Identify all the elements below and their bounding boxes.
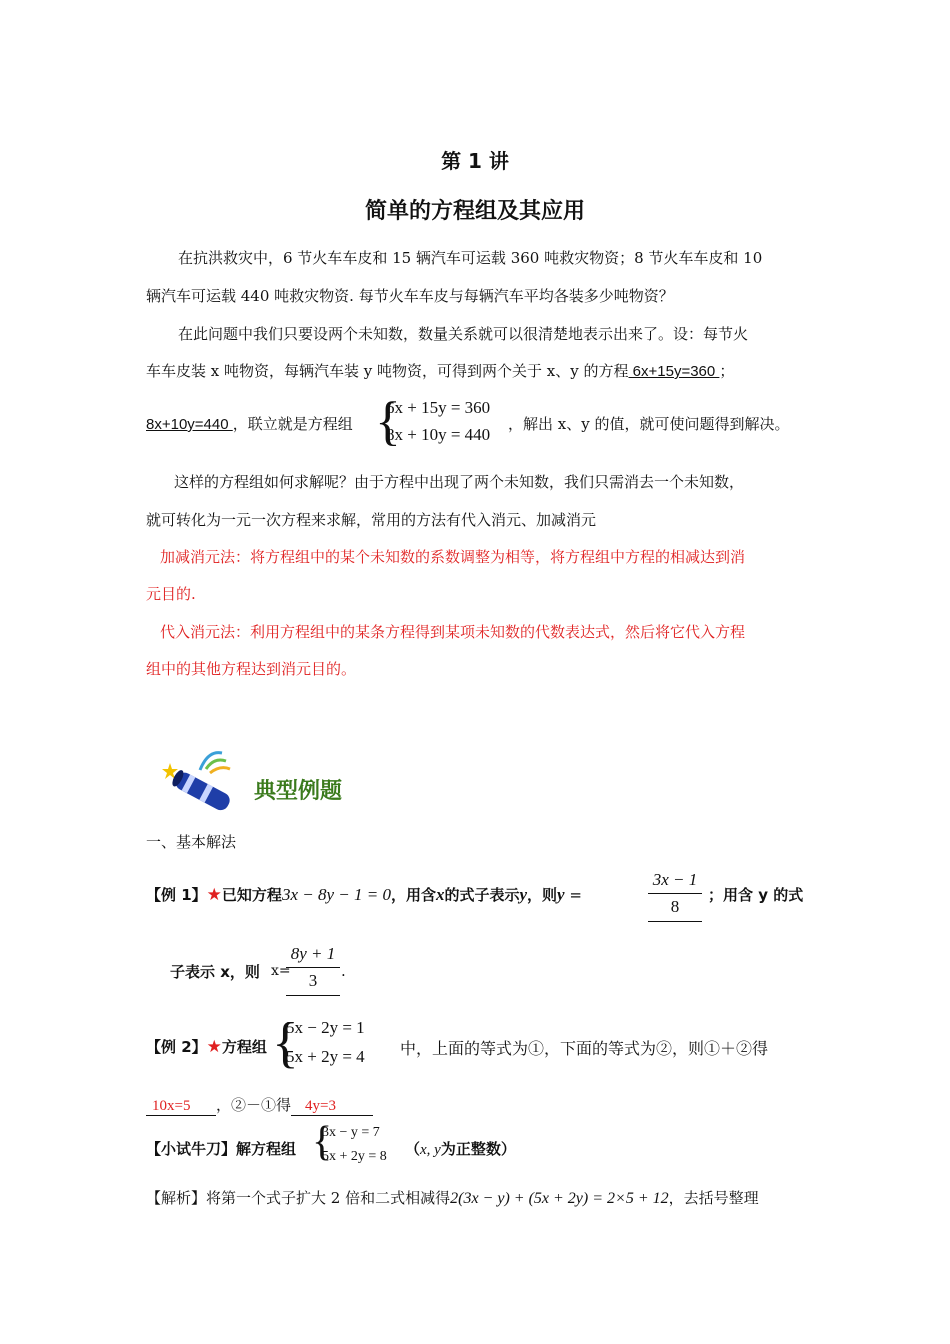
period: . bbox=[341, 962, 346, 980]
star-icon: ★ bbox=[206, 885, 222, 905]
try-text-b: （ bbox=[405, 1140, 421, 1158]
example-2-row-1: 5x − 2y = 1 bbox=[286, 1018, 365, 1037]
intro-line-6: 这样的方程组如何求解呢？由于方程中出现了两个未知数，我们只需消去一个未知数， bbox=[174, 473, 745, 491]
analysis-equation: 2(3x − y) + (5x + 2y) = 2×5 + 12 bbox=[450, 1190, 669, 1207]
fraction-1-denominator: 8 bbox=[670, 897, 680, 916]
system-brace-icon: { bbox=[375, 391, 401, 451]
example-2-answer-1: 10x=5 bbox=[146, 1098, 216, 1116]
page-title: 简单的方程组及其应用 bbox=[364, 199, 585, 224]
example-1-text-c: 的式子表示 bbox=[444, 886, 520, 904]
fraction-2-bar bbox=[286, 967, 340, 968]
example-1-text-b: ，用含 bbox=[390, 886, 436, 904]
fraction-1-numerator: 3x − 1 bbox=[652, 870, 698, 889]
intro-line-4-text: 车车皮装 x 吨物资，每辆汽车装 y 吨物资，可得到两个关于 x、y 的方程 bbox=[146, 362, 629, 380]
example-1-text-a: 已知方程 bbox=[221, 886, 282, 904]
intro-line-4 bbox=[146, 360, 734, 381]
try-line bbox=[146, 1138, 296, 1159]
intro-line-5 bbox=[146, 413, 353, 434]
separator: ； bbox=[719, 362, 735, 380]
intro-line-3: 在此问题中我们只要设两个未知数，数量关系就可以很清楚地表示出来了。设：每节火 bbox=[178, 325, 749, 343]
analysis-text-b: ，去括号整理 bbox=[668, 1189, 759, 1207]
try-text-a: 解方程组 bbox=[236, 1140, 297, 1158]
answer-underline-1 bbox=[648, 921, 702, 922]
analysis-text-a: 将第一个式子扩大 2 倍和二式相减得 bbox=[206, 1189, 451, 1207]
intro-line-5-end: ，解出 x、y 的值，就可使问题得到解决。 bbox=[508, 415, 790, 433]
system-brace-icon: { bbox=[312, 1119, 333, 1165]
intro-line-7: 就可转化为一元一次方程来求解，常用的方法有代入消元、加减消元 bbox=[146, 511, 597, 529]
equals-sign: = bbox=[564, 886, 582, 904]
example-2-text-c: ，②－①得 bbox=[216, 1096, 292, 1114]
method-elimination-2: 元目的. bbox=[146, 585, 196, 603]
try-vars: x, y bbox=[420, 1142, 441, 1158]
example-1-equation: 3x − 8y − 1 = 0 bbox=[281, 885, 391, 904]
system-row-2: 8x + 10y = 440 bbox=[386, 425, 491, 444]
example-1-text-f: 子表示 x，则 bbox=[170, 963, 260, 981]
intro-line-2: 辆汽车可运载 440 吨救灾物资. 每节火车车皮与每辆汽车平均各装多少吨物资？ bbox=[146, 287, 674, 305]
answer-fraction-1 bbox=[648, 870, 702, 917]
system-brace-icon: { bbox=[272, 1012, 299, 1074]
fraction-1-bar bbox=[648, 893, 702, 894]
try-row-2: 5x + 2y = 8 bbox=[322, 1149, 387, 1164]
intro-line-1: 在抗洪救灾中，6 节火车车皮和 15 辆汽车可运载 360 吨救灾物资；8 节火车车皮和 10 bbox=[178, 249, 763, 267]
try-tag: 【小试牛刀】 bbox=[146, 1140, 237, 1158]
try-tail bbox=[405, 1138, 516, 1159]
lecture-number: 第 1 讲 bbox=[441, 149, 509, 173]
fraction-2-denominator: 3 bbox=[308, 971, 318, 990]
fraction-2-numerator: 8y + 1 bbox=[290, 944, 336, 963]
example-2-answer-line bbox=[146, 1094, 373, 1116]
star-icon: ★ bbox=[206, 1037, 222, 1057]
method-elimination-1: 加减消元法：将方程组中的某个未知数的系数调整为相等，将方程组中方程的相减达到消 bbox=[160, 548, 746, 566]
answer-fraction-2 bbox=[286, 944, 340, 991]
try-row-1: 3x − y = 7 bbox=[322, 1125, 380, 1140]
analysis-line bbox=[146, 1187, 759, 1208]
equation-answer-2: 8x+10y=440 bbox=[146, 416, 233, 433]
method-substitution-1: 代入消元法：利用方程组中的某条方程得到某项未知数的代数表达式，然后将它代入方程 bbox=[160, 623, 746, 641]
example-1-x-equals: x= bbox=[271, 963, 291, 979]
try-text-c: 为正整数） bbox=[440, 1140, 516, 1158]
analysis-tag: 【解析】 bbox=[146, 1189, 207, 1207]
example-1-text-d: ，则 bbox=[527, 886, 558, 904]
equation-answer-1: 6x+15y=360 bbox=[628, 363, 720, 380]
example-2-text-b: 中，上面的等式为①，下面的等式为②，则①＋②得 bbox=[400, 1039, 769, 1058]
method-substitution-2: 组中的其他方程达到消元目的。 bbox=[146, 660, 357, 678]
example-1-var-y2: y bbox=[557, 885, 565, 904]
answer-underline-2 bbox=[286, 995, 340, 996]
example-1-var-y: y bbox=[519, 885, 528, 904]
example-1-line bbox=[146, 884, 582, 905]
system-row-1: 6x + 15y = 360 bbox=[386, 398, 491, 417]
example-1-tag: 【例 1】 bbox=[146, 886, 207, 904]
example-1-var-x: x bbox=[435, 885, 445, 904]
example-1-text-e: ；用含 y 的式 bbox=[708, 886, 804, 904]
basic-method-heading: 一、基本解法 bbox=[146, 833, 237, 851]
example-2-text-a: 方程组 bbox=[221, 1038, 267, 1056]
intro-line-5-mid: ，联立就是方程组 bbox=[232, 415, 353, 433]
example-2-line bbox=[146, 1036, 267, 1057]
telescope-icon bbox=[160, 745, 245, 815]
example-2-row-2: 5x + 2y = 4 bbox=[286, 1047, 365, 1066]
example-2-answer-2: 4y=3 bbox=[291, 1098, 373, 1116]
section-title: 典型例题 bbox=[254, 779, 343, 804]
example-2-tag: 【例 2】 bbox=[146, 1038, 207, 1056]
